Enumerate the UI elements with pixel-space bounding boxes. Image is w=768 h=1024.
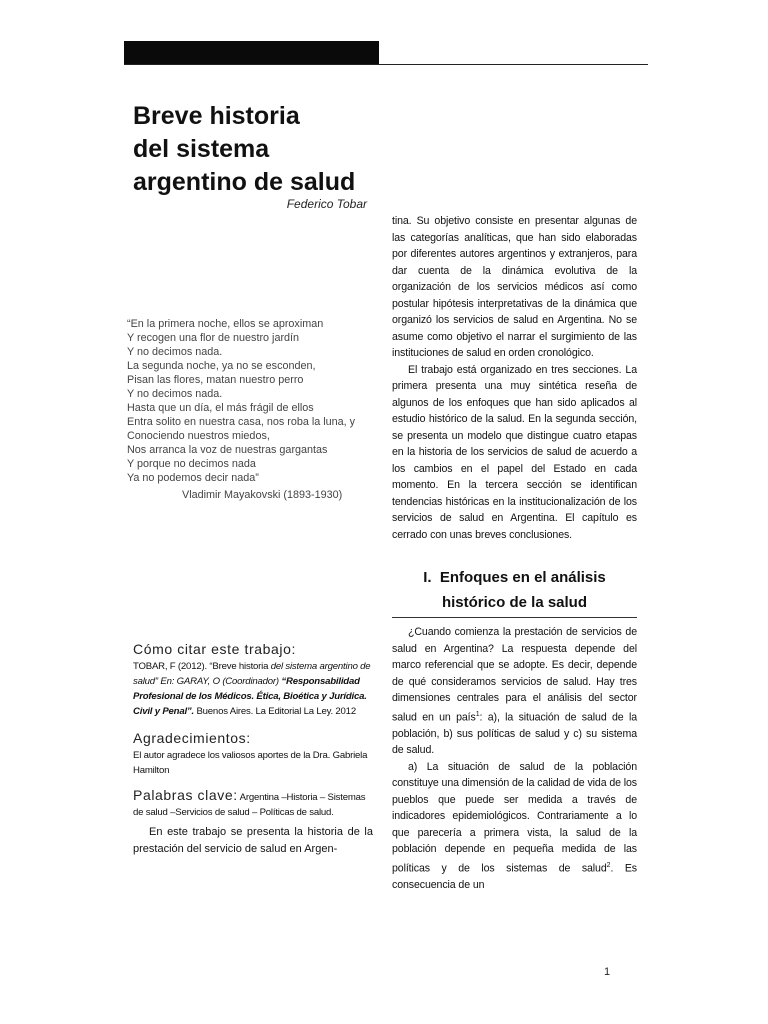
footnote-ref: 1 bbox=[475, 710, 480, 718]
epigraph-line: Y porque no decimos nada bbox=[127, 458, 256, 470]
page-number: 1 bbox=[604, 966, 611, 978]
epigraph-line: Hasta que un día, el más frágil de ellos bbox=[127, 402, 314, 414]
epigraph-line: Ya no podemos decir nada” bbox=[127, 472, 259, 484]
intro-paragraph: En este trabajo se presenta la historia de la prestación del servicio de salud en Argen- bbox=[133, 826, 373, 855]
author-name: Federico Tobar bbox=[286, 197, 367, 211]
left-column bbox=[133, 640, 373, 858]
paragraph-text: a) La situación de salud de la población constituye una dimensión de la calidad de vida de los pueblos que puede ser medida a través de indicadores epidemiológicos. Contrariamente a lo que parecería a primera vista, la salud de la población depende en pequeña medida de las políticas y de los sistemas de salud bbox=[392, 760, 637, 875]
article-title bbox=[133, 100, 373, 199]
epigraph-line: Y recogen una flor de nuestro jardín bbox=[127, 332, 300, 344]
keywords-heading: Palabras clave: bbox=[133, 787, 238, 803]
epigraph-line: Y no decimos nada. bbox=[127, 346, 223, 358]
epigraph-line: Entra solito en nuestra casa, nos roba la luna, y bbox=[127, 416, 356, 428]
citation-part: del sistema argentino de salud” En: GARAY, O (Coordinador) bbox=[133, 661, 371, 687]
keywords bbox=[133, 786, 373, 820]
section-heading bbox=[392, 565, 637, 615]
epigraph-line: Pisan las flores, matan nuestro perro bbox=[127, 374, 304, 386]
title-line: del sistema bbox=[133, 135, 270, 163]
header-bar bbox=[124, 41, 379, 64]
acknowledgements-heading: Agradecimientos: bbox=[133, 730, 251, 746]
section-rule bbox=[392, 617, 637, 618]
paragraph-text: : a), la situación de salud de la población, b) sus políticas de salud y c) su sistema de salud. bbox=[392, 711, 637, 757]
title-line: argentino de salud bbox=[133, 168, 356, 196]
epigraph-line: “En la primera noche, ellos se aproximan bbox=[127, 318, 324, 330]
citation-text bbox=[133, 659, 373, 719]
body-paragraph bbox=[392, 624, 637, 759]
epigraph-attribution: Vladimir Mayakovski (1893-1930) bbox=[182, 489, 343, 501]
header-rule bbox=[124, 64, 648, 65]
section-number: I. bbox=[423, 569, 432, 586]
citation-part: Buenos Aires. La Editorial La Ley. 2012 bbox=[194, 706, 356, 717]
epigraph-line: Conociendo nuestros miedos, bbox=[127, 430, 270, 442]
body-paragraph bbox=[392, 759, 637, 894]
title-line: Breve historia bbox=[133, 102, 300, 130]
right-column bbox=[392, 213, 637, 893]
section-title-line: Enfoques en el análisis bbox=[439, 569, 606, 586]
epigraph-line: Y no decimos nada. bbox=[127, 388, 223, 400]
cite-heading: Cómo citar este trabajo: bbox=[133, 641, 297, 657]
footnote-ref: 2 bbox=[606, 861, 611, 869]
body-paragraph: tina. Su objetivo consiste en presentar algunas de las categorías analíticas, que han sido elaboradas por diferentes autores argentinos y extranjeros, para dar cuenta de la dinámica evolutiva de la organización de los servicios médicos así como postular hipótesis interpretativas de la dinámica que organizó los servicios de salud en Argentina. No se asume como objetivo el narrar el surgimiento de las instituciones de salud en orden cronológico. bbox=[392, 215, 637, 359]
citation-part: “Responsabilidad Profesional de los Médicos. Ética, Bioética y Jurídica. Civil y Penal”. bbox=[133, 676, 367, 717]
acknowledgements-text: El autor agradece los valiosos aportes de la Dra. Gabriela Hamilton bbox=[133, 750, 368, 776]
paragraph-text: . Es consecuencia de un bbox=[392, 862, 638, 891]
epigraph-line: Nos arranca la voz de nuestras gargantas bbox=[127, 444, 328, 456]
paragraph-text: ¿Cuando comienza la prestación de servicios de salud en Argentina? La respuesta depende del marco referencial que se adopte. Es decir, depende de qué consideramos servicios de salud. Hay tres dimensiones centrales para el análisis del sector salud en un país bbox=[392, 626, 637, 724]
body-paragraph: El trabajo está organizado en tres secciones. La primera presenta una muy sintética reseña de algunos de los enfoques que han sido aplicados al estudio histórico de la salud. En la segunda sección, se presenta un modelo que distingue cuatro etapas en la historia de los servicios de salud de acuerdo a los cambios en el papel del Estado en cada momento. En la tercera sección se identifican tendencias históricas en la institucionalización de los servicios de salud en Argentina. El capítulo es cerrado con unas breves conclusiones. bbox=[392, 363, 637, 541]
citation-part: TOBAR, F (2012). “Breve historia bbox=[133, 661, 271, 672]
keywords-text: Argentina –Historia – Sistemas de salud –Servicios de salud – Políticas de salud. bbox=[133, 792, 366, 818]
epigraph-line: La segunda noche, ya no se esconden, bbox=[127, 360, 316, 372]
section-title-line: histórico de la salud bbox=[441, 594, 588, 611]
epigraph bbox=[127, 317, 377, 502]
